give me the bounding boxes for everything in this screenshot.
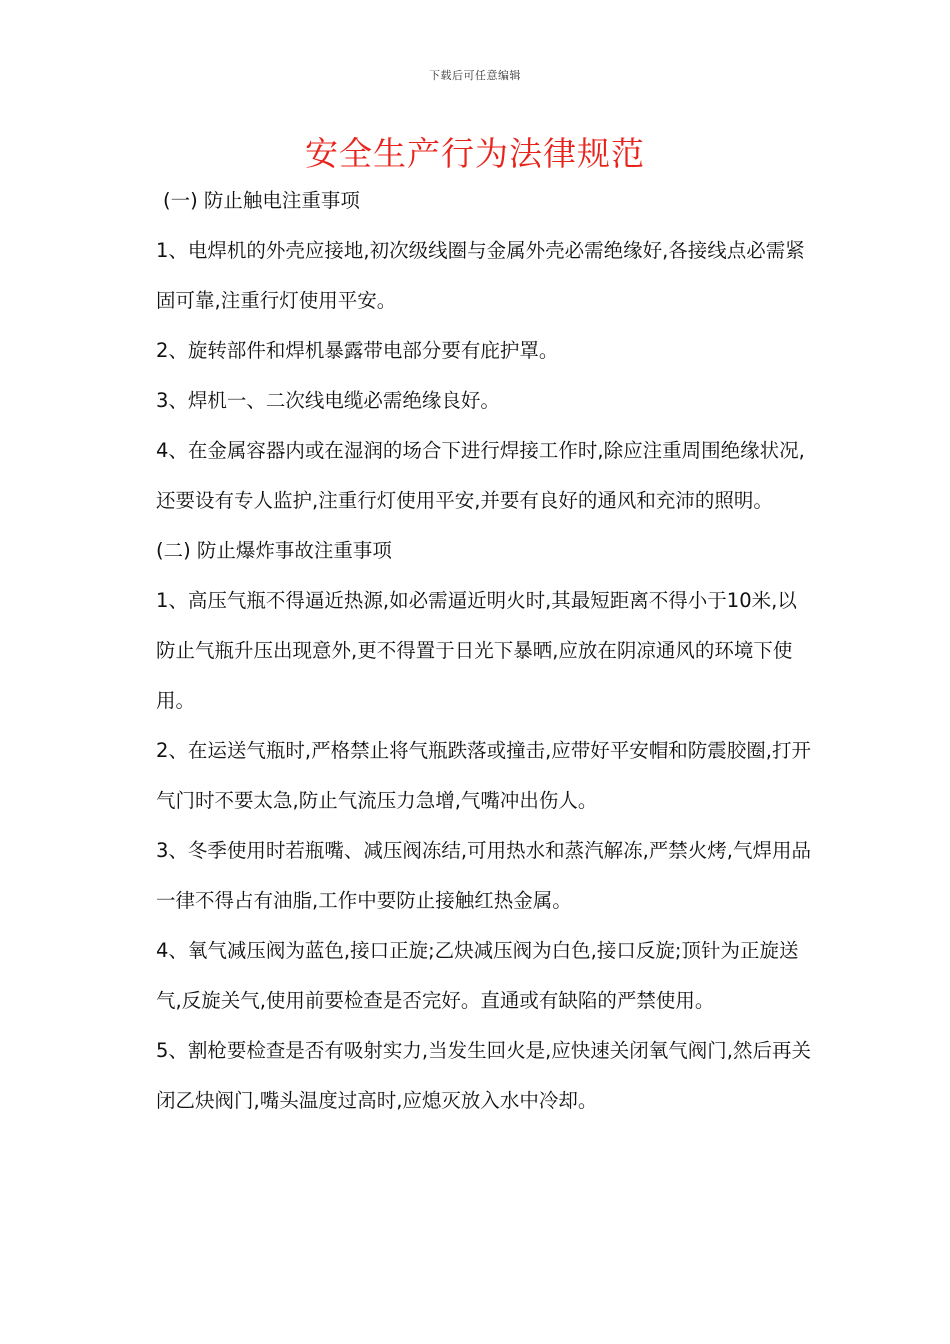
paragraph: 2、在运送气瓶时,严格禁止将气瓶跌落或撞击,应带好平安帽和防震胶圈,打开气门时不要太急,防止气流压力急增,气嘴冲出伤人。: [156, 739, 812, 812]
paragraph: 4、在金属容器内或在湿润的场合下进行焊接工作时,除应注重周围绝缘状况,还要设有专人监护,注重行灯使用平安,并要有良好的通风和充沛的照明。: [156, 439, 805, 512]
document-title: 安全生产行为法律规范: [305, 134, 645, 173]
paragraph: 4、氧气减压阀为蓝色,接口正旋;乙炔减压阀为白色,接口反旋;顶针为正旋送气,反旋关气,使用前要检查是否完好。直通或有缺陷的严禁使用。: [156, 939, 799, 1012]
section-heading-2: (二) 防止爆炸事故注重事项: [156, 539, 392, 562]
paragraph: 1、电焊机的外壳应接地,初次级线圈与金属外壳必需绝缘好,各接线点必需紧固可靠,注重行灯使用平安。: [156, 239, 805, 312]
section-heading-1: (一) 防止触电注重事项: [163, 189, 360, 212]
paragraph: 3、冬季使用时若瓶嘴、减压阀冻结,可用热水和蒸汽解冻,严禁火烤,气焊用品一律不得占有油脂,工作中要防止接触红热金属。: [156, 839, 812, 912]
header-note: 下载后可任意编辑: [429, 69, 521, 82]
paragraph: 5、割枪要检查是否有吸射实力,当发生回火是,应快速关闭氧气阀门,然后再关闭乙炔阀门,嘴头温度过高时,应熄灭放入水中冷却。: [156, 1039, 812, 1112]
paragraph: 1、高压气瓶不得逼近热源,如必需逼近明火时,其最短距离不得小于10米,以防止气瓶升压出现意外,更不得置于日光下暴晒,应放在阴凉通风的环境下使用。: [156, 589, 797, 712]
document-body: [145, 176, 815, 1126]
paragraph: 3、焊机一、二次线电缆必需绝缘良好。: [156, 389, 500, 412]
paragraph: 2、旋转部件和焊机暴露带电部分要有庇护罩。: [156, 339, 559, 362]
